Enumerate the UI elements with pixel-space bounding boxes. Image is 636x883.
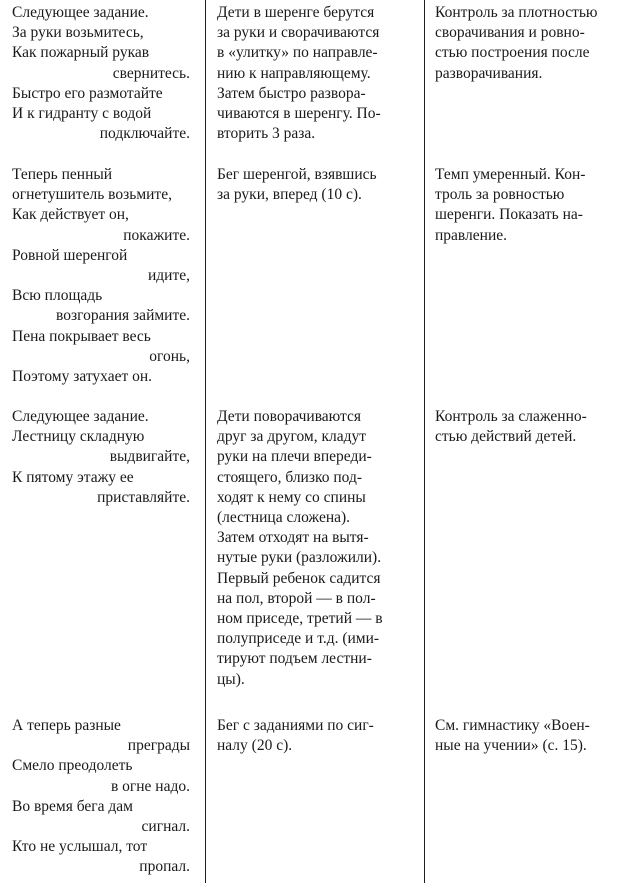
row-4-poem (12, 716, 190, 878)
notes-line: троль за ровностью (435, 186, 565, 204)
row-3-notes (435, 407, 630, 447)
poem-line: Кто не услышал, тот (12, 838, 148, 856)
poem-line: сигнал. (141, 818, 190, 836)
action-line: Дети поворачиваются (217, 408, 362, 425)
row-1-poem (12, 3, 190, 144)
action-line: вторить 3 раза. (217, 125, 316, 143)
poem-line: выдвигайте, (109, 448, 190, 466)
row-3-poem (12, 407, 190, 508)
row-3-action (217, 407, 407, 690)
action-line: цы). (217, 670, 245, 688)
poem-line: свернитесь. (112, 64, 190, 82)
notes-line: Контроль за слаженно- (435, 408, 587, 425)
notes-line: Темп умеренный. Кон- (435, 166, 586, 183)
poem-line: пропал. (139, 858, 190, 876)
poem-line: Как пожарный рукав (12, 44, 150, 62)
poem-line: в огне надо. (110, 777, 190, 795)
action-line: тируют подъем лестни- (217, 650, 372, 668)
poem-line: Во время бега дам (12, 797, 133, 815)
poem-line: Следующее задание. (12, 408, 149, 425)
notes-line: Контроль за плотностью (435, 4, 598, 21)
notes-line: См. гимнастику «Воен- (435, 717, 590, 734)
action-line: нутые руки (разложили). (217, 549, 382, 567)
poem-line: За руки возьмитесь, (12, 24, 144, 42)
action-line: налу (20 с). (217, 737, 293, 755)
notes-line: ные на учении» (с. 15). (435, 737, 587, 755)
action-line: ходят к нему со спины (217, 488, 366, 506)
row-2-notes (435, 165, 630, 246)
action-line: за руки и сворачиваются (217, 24, 380, 42)
poem-line: возгорания займите. (56, 307, 190, 325)
action-line: ном приседе, третий — в (217, 610, 383, 628)
poem-line: огонь, (149, 347, 190, 365)
action-line: за руки, вперед (10 с). (217, 186, 362, 204)
action-line: друг за другом, кладут (217, 428, 367, 446)
action-line: на пол, второй — в пол- (217, 589, 376, 607)
row-1-action (217, 3, 407, 144)
poem-line: Теперь пенный (12, 166, 113, 183)
row-2-poem (12, 165, 190, 387)
action-line: стоящего, близко под- (217, 468, 362, 486)
row-2-action (217, 165, 407, 205)
poem-line: Лестницу складную (12, 428, 145, 446)
poem-line: подключайте. (99, 125, 190, 143)
poem-line: преграды (127, 737, 190, 755)
action-line: Бег с заданиями по сиг- (217, 717, 374, 734)
poem-line: Как действует он, (12, 206, 129, 224)
row-4-action (217, 716, 407, 756)
column-divider-2 (424, 0, 425, 883)
poem-line: К пятому этажу ее (12, 468, 134, 486)
poem-line: огнетушитель возьмите, (12, 186, 172, 204)
poem-line: идите, (147, 267, 190, 285)
poem-line: Быстро его размотайте (12, 84, 163, 102)
poem-line: приставляйте. (97, 488, 190, 506)
row-1-notes (435, 3, 630, 84)
action-line: полуприседе и т.д. (ими- (217, 630, 380, 648)
poem-line: Смело преодолеть (12, 757, 133, 775)
action-line: чиваются в шеренгу. По- (217, 105, 381, 123)
action-line: нию к направляющему. (217, 64, 371, 82)
poem-line: А теперь разные (12, 717, 121, 734)
poem-line: Ровной шеренгой (12, 246, 128, 264)
poem-line: И к гидранту с водой (12, 105, 152, 123)
notes-line: стью действий детей. (435, 428, 577, 446)
notes-line: стью построения после (435, 44, 590, 62)
row-4-notes (435, 716, 630, 756)
poem-line: Пена покрывает весь (12, 327, 151, 345)
notes-line: правление. (435, 226, 507, 244)
poem-line: покажите. (123, 226, 190, 244)
poem-line: Следующее задание. (12, 4, 149, 21)
action-line: Затем отходят на вытя- (217, 529, 369, 547)
action-line: Дети в шеренге берутся (217, 4, 375, 21)
action-line: руки на плечи впереди- (217, 448, 372, 466)
poem-line: Поэтому затухает он. (12, 368, 153, 386)
poem-line: Всю площадь (12, 287, 103, 305)
notes-line: разворачивания. (435, 64, 543, 82)
action-line: в «улитку» по направле- (217, 44, 378, 62)
notes-line: шеренги. Показать на- (435, 206, 583, 224)
action-line: Первый ребенок садится (217, 569, 381, 587)
action-line: (лестница сложена). (217, 509, 351, 527)
notes-line: сворачивания и ровно- (435, 24, 585, 42)
action-line: Затем быстро развора- (217, 84, 366, 102)
action-line: Бег шеренгой, взявшись (217, 166, 377, 183)
column-divider-1 (205, 0, 206, 883)
